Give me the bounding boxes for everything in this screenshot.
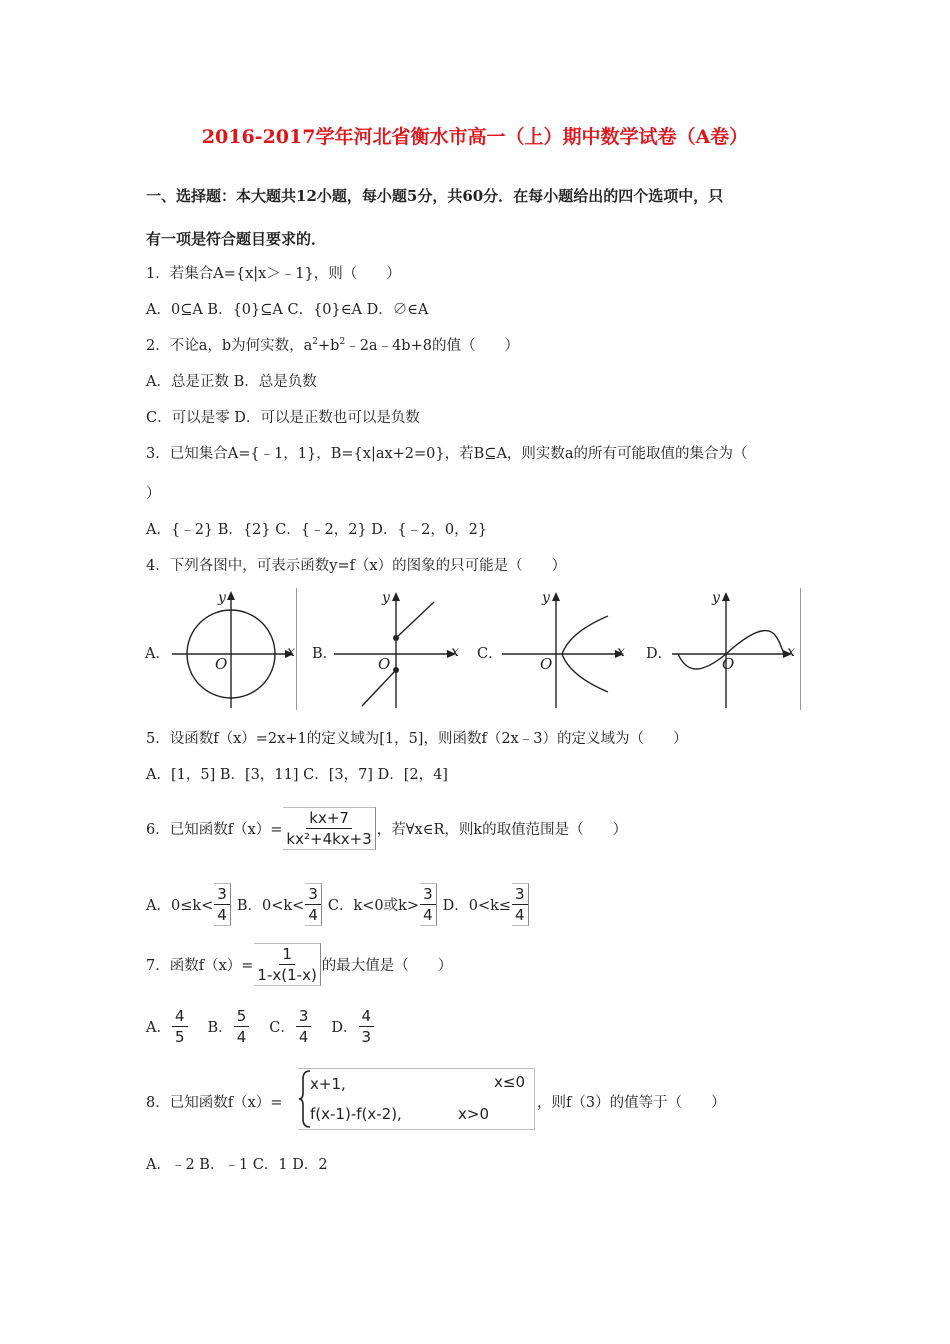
q8-stem-post: ，则f（3）的值等于（ ） <box>537 1095 726 1111</box>
q4c-x-label: x <box>617 644 625 660</box>
q6-fraction: $\frac{kx+7}{\text{kx²+4kx+3}}$ <box>283 807 375 850</box>
q8-piecewise <box>298 1068 535 1130</box>
q4b-x-label: x <box>451 644 459 660</box>
q3-options: A．{﹣2} B．{2} C．{﹣2，2} D．{﹣2，0，2} <box>146 522 488 538</box>
q4c-y-label: y <box>542 590 550 606</box>
q8-case2-expr: f(x-1)-f(x-2), <box>310 1105 402 1123</box>
q2-options-1: A．总是正数 B．总是负数 <box>146 374 317 390</box>
q2-options-2: C．可以是零 D．可以是正数也可以是负数 <box>146 410 420 426</box>
section-heading-line2: 有一项是符合题目要求的． <box>146 230 327 248</box>
q4b-origin-label: O <box>378 655 391 673</box>
q4-graph-c <box>500 588 632 710</box>
q4-label-a: A． <box>145 646 170 662</box>
q7-stem: 7．函数f（x）= $\frac{1}{1-x(1-x)}$ 的最大值是（ ） <box>146 945 453 984</box>
q4-label-d: D． <box>646 646 673 662</box>
q6-stem: 6．已知函数f（x）= $\frac{kx+7}{\text{kx²+4kx+3}}$ ，若∀x∈R，则k的取值范围是（ ） <box>146 809 628 848</box>
page-title: 2016-2017学年河北省衡水市高一（上）期中数学试卷（A卷） <box>201 126 749 148</box>
q4a-x-label: x <box>287 644 295 660</box>
q1-stem: 1．若集合A={x|x＞﹣1}，则（ ） <box>146 266 401 282</box>
q1-options: A．0⊆A B．{0}⊆A C．{0}∈A D．∅∈A <box>146 302 429 318</box>
q4-stem: 4．下列各图中，可表示函数y=f（x）的图象的只可能是（ ） <box>146 558 567 574</box>
section-heading-line1: 一、选择题：本大题共12小题，每小题5分，共60分．在每小题给出的四个选项中，只 <box>146 187 724 205</box>
q4d-y-label: y <box>712 590 720 606</box>
q4a-origin-label: O <box>215 655 228 673</box>
q4c-origin-label: O <box>540 655 553 673</box>
q8-case1-expr: x+1, <box>310 1075 346 1093</box>
q5-stem: 5．设函数f（x）=2x+1的定义域为[1，5]，则函数f（2x﹣3）的定义域为（ ） <box>146 731 688 747</box>
q4-label-b: B． <box>312 646 338 662</box>
q7-options: A． $\frac{4}{5}$ B． $\frac{5}{4}$ C． $\frac{3}{4}$ D． $\frac{4}{3}$ <box>146 1006 375 1047</box>
q4d-x-label: x <box>787 644 795 660</box>
q3-stem: 3．已知集合A={﹣1，1}，B={x|ax+2=0}，若B⊆A，则实数a的所有可能取值的集合为（ <box>146 446 748 462</box>
q4d-origin-label: O <box>722 655 735 673</box>
q5-options: A．[1，5] B．[3，11] C．[3，7] D．[2，4] <box>146 767 448 783</box>
q4b-y-label: y <box>382 590 390 606</box>
q3-stem-cont: ） <box>146 486 161 502</box>
q4-graph-b <box>332 588 467 710</box>
q4-label-c: C． <box>477 646 503 662</box>
q4-graph-a <box>170 588 297 710</box>
q6-options: A．0≤k< $\frac{3}{4}$ B．0<k< $\frac{3}{4}$ C．k<0或k> $\frac{3}{4}$ D．0<k≤ $\frac{3}{4}$ <box>146 883 530 926</box>
q4-graph-d <box>670 588 801 710</box>
q4a-y-label: y <box>218 590 226 606</box>
q8-case2-cond: x>0 <box>458 1105 489 1123</box>
q8-options: A．﹣2 B．﹣1 C．1 D．2 <box>146 1157 328 1173</box>
q8-stem-pre: 8．已知函数f（x）= <box>146 1095 283 1111</box>
q8-case1-cond: x≤0 <box>494 1073 525 1091</box>
q2-stem: 2．不论a，b为何实数，$a^2+b^2﹣2a﹣4b+8$的值（ ） <box>146 337 519 354</box>
q7-fraction: $\frac{1}{1-x(1-x)}$ <box>254 943 320 986</box>
